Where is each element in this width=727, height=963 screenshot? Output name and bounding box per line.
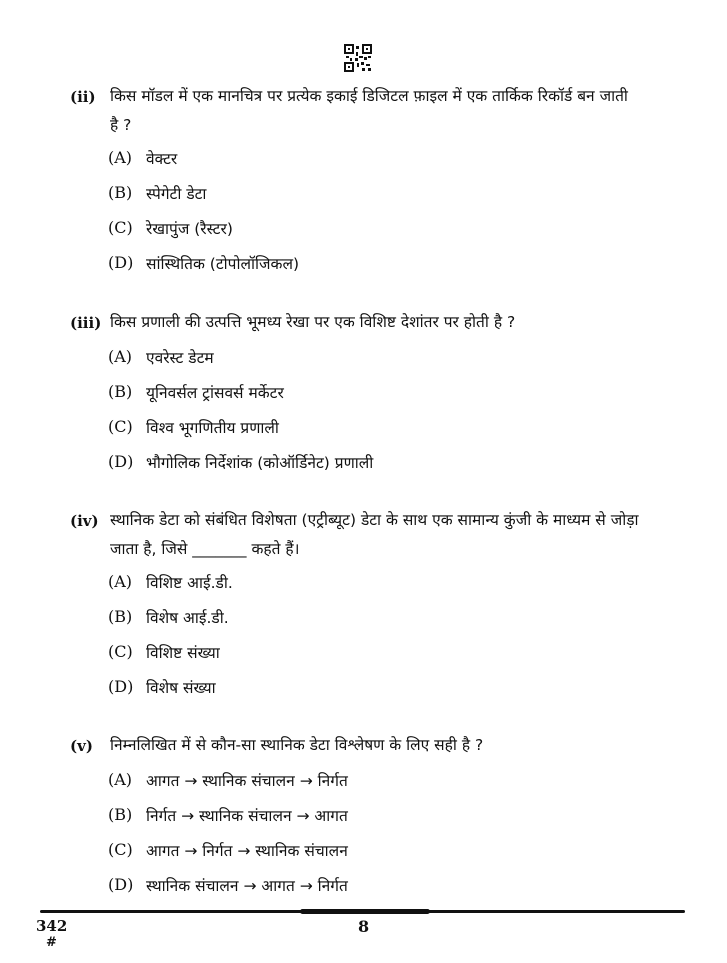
option-text: विशेष संख्या [146, 679, 216, 697]
paper-code: 342 [36, 917, 68, 935]
option-text: यूनिवर्सल ट्रांसवर्स मर्केटर [146, 384, 284, 402]
question-number: (v) [70, 737, 93, 755]
page-number: 8 [358, 917, 370, 936]
question-number: (iv) [70, 512, 99, 530]
question-text [110, 308, 670, 337]
option-letter: (B) [108, 183, 133, 202]
question-text-line: स्थानिक डेटा को संबंधित विशेषता (एट्रीब्यूट) डेटा के साथ एक सामान्य कुंजी के माध्यम से जोड़ा [110, 511, 639, 529]
option-letter: (D) [108, 452, 134, 471]
option-text: स्थानिक संचालन → आगत → निर्गत [146, 877, 348, 895]
question-text-line: किस प्रणाली की उत्पत्ति भूमध्य रेखा पर एक विशिष्ट देशांतर पर होती है ? [110, 313, 516, 331]
option-text: एवरेस्ट डेटम [146, 349, 214, 367]
option-letter: (D) [108, 875, 134, 894]
question-text [110, 731, 670, 760]
question-text [110, 506, 670, 564]
option-letter: (C) [108, 218, 133, 237]
option-letter: (A) [108, 770, 133, 789]
question-text-line: है ? [110, 116, 132, 134]
question-number: (ii) [70, 88, 96, 106]
option-letter: (A) [108, 347, 133, 366]
question-number: (iii) [70, 314, 102, 332]
option-text: आगत → निर्गत → स्थानिक संचालन [146, 842, 348, 860]
qr-code-icon [344, 44, 372, 72]
option-text: रेखापुंज (रैस्टर) [146, 220, 233, 238]
option-letter: (B) [108, 382, 133, 401]
question-text-line: किस मॉडल में एक मानचित्र पर प्रत्येक इकाई डिजिटल फ़ाइल में एक तार्किक रिकॉर्ड बन जाती [110, 87, 628, 105]
hash-mark: # [46, 935, 57, 950]
option-letter: (D) [108, 253, 134, 272]
footer-rule-accent [300, 909, 430, 914]
option-letter: (A) [108, 572, 133, 591]
option-text: वेक्टर [146, 150, 178, 168]
option-letter: (D) [108, 677, 134, 696]
option-text: निर्गत → स्थानिक संचालन → आगत [146, 807, 348, 825]
option-text: स्पेगेटी डेटा [146, 185, 207, 203]
option-letter: (C) [108, 642, 133, 661]
option-letter: (C) [108, 417, 133, 436]
option-letter: (A) [108, 148, 133, 167]
option-letter: (C) [108, 840, 133, 859]
option-text: विश्व भूगणितीय प्रणाली [146, 419, 279, 437]
option-text: आगत → स्थानिक संचालन → निर्गत [146, 772, 348, 790]
question-text-line: जाता है, जिसे _______ कहते हैं। [110, 540, 300, 558]
question-text [110, 82, 670, 140]
option-text: विशिष्ट संख्या [146, 644, 220, 662]
option-text: भौगोलिक निर्देशांक (कोऑर्डिनेट) प्रणाली [146, 454, 374, 472]
option-text: विशिष्ट आई.डी. [146, 574, 233, 592]
question-text-line: निम्नलिखित में से कौन-सा स्थानिक डेटा विश्लेषण के लिए सही है ? [110, 736, 484, 754]
option-text: सांस्थितिक (टोपोलॉजिकल) [146, 255, 300, 273]
option-letter: (B) [108, 805, 133, 824]
option-letter: (B) [108, 607, 133, 626]
option-text: विशेष आई.डी. [146, 609, 229, 627]
